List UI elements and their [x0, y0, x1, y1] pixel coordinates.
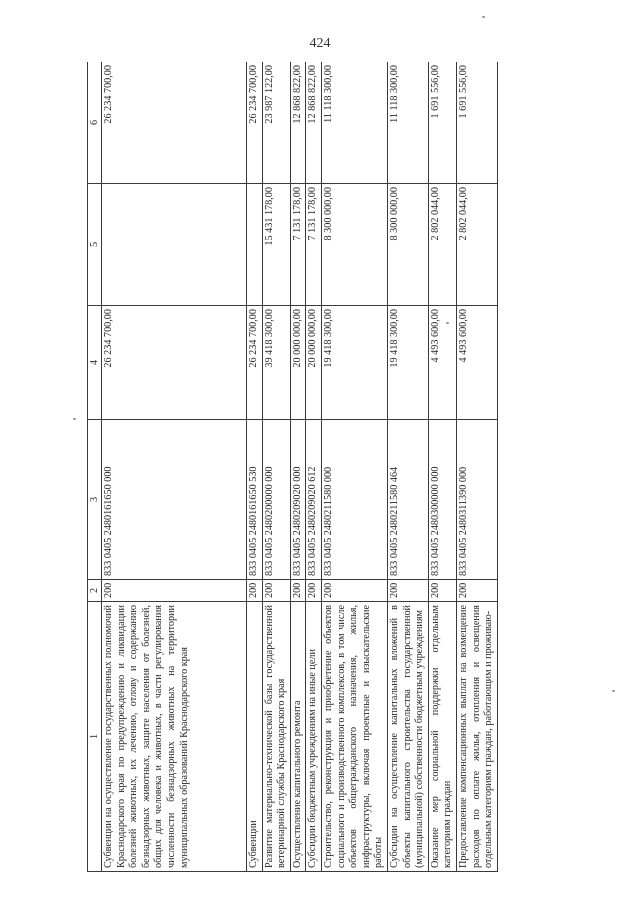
row-name: Субвенции [247, 602, 263, 872]
row-col4: 19 418 300,00 [321, 306, 387, 420]
row-code: 833 0405 2480200000 000 [262, 420, 290, 580]
header-col-6: 6 [88, 62, 102, 184]
table-header-row [88, 62, 102, 872]
row-name: Оказание мер социальной поддержки отдельным категориям граждан [428, 602, 456, 872]
table-row [102, 62, 247, 872]
row-grbs: 200 [321, 580, 387, 602]
row-code: 833 0405 2480209020 612 [306, 420, 322, 580]
header-col-2: 2 [88, 580, 102, 602]
table-row [262, 62, 290, 872]
row-col6: 1 691 556,00 [456, 62, 497, 184]
row-grbs: 200 [428, 580, 456, 602]
row-col6: 26 234 700,00 [247, 62, 263, 184]
row-col4: 4 493 600,00 [456, 306, 497, 420]
header-col-4: 4 [88, 306, 102, 420]
row-col5: 7 131 178,00 [290, 184, 306, 306]
row-grbs: 200 [102, 580, 247, 602]
row-col5: 2 802 044,00 [456, 184, 497, 306]
row-code: 833 0405 2480209020 000 [290, 420, 306, 580]
row-col4: 20 000 000,00 [306, 306, 322, 420]
row-col6: 23 987 122,00 [262, 62, 290, 184]
scan-speck [73, 418, 76, 420]
row-code: 833 0405 2480311390 000 [456, 420, 497, 580]
row-grbs: 200 [262, 580, 290, 602]
row-name: Строительство, реконструкция и приобретение объектов социального и производственного комплексов, в том числе объектов общегражданского назначения, жилья, инфраструктуры, включая проектные и изыскательские работы [321, 602, 387, 872]
table-row [456, 62, 497, 872]
rotated-table-container [87, 62, 604, 872]
row-code: 833 0405 2480211580 464 [387, 420, 428, 580]
row-col4: 26 234 700,00 [247, 306, 263, 420]
row-col6: 1 691 556,00 [428, 62, 456, 184]
row-col6: 11 118 300,00 [321, 62, 387, 184]
row-grbs: 200 [247, 580, 263, 602]
row-col5 [102, 184, 247, 306]
row-code: 833 0405 2480300000 000 [428, 420, 456, 580]
row-grbs: 200 [456, 580, 497, 602]
rotated-table-area [87, 62, 604, 872]
row-col4: 4 493 600,00 [428, 306, 456, 420]
row-col5: 8 300 000,00 [321, 184, 387, 306]
row-grbs: 200 [290, 580, 306, 602]
row-col4: 26 234 700,00 [102, 306, 247, 420]
header-col-3: 3 [88, 420, 102, 580]
row-col5: 8 300 000,00 [387, 184, 428, 306]
table-row [321, 62, 387, 872]
row-col6: 12 868 822,00 [290, 62, 306, 184]
row-col4: 39 418 300,00 [262, 306, 290, 420]
row-name: Осуществление капитального ремонта [290, 602, 306, 872]
table-row [306, 62, 322, 872]
header-col-5: 5 [88, 184, 102, 306]
budget-table [87, 62, 498, 872]
row-col6: 11 118 300,00 [387, 62, 428, 184]
row-code: 833 0405 2480161650 530 [247, 420, 263, 580]
row-col5: 7 131 178,00 [306, 184, 322, 306]
scan-speck [612, 690, 615, 692]
row-name: Предоставление компенсационных выплат на возмещение расходов по оплате жилья, отопления и освещения отдельным категориям граждан, работающим и проживаю- [456, 602, 497, 872]
row-col6: 12 868 822,00 [306, 62, 322, 184]
table-row [387, 62, 428, 872]
scan-speck [446, 322, 449, 324]
row-col4: 19 418 300,00 [387, 306, 428, 420]
table-row [428, 62, 456, 872]
row-col5 [247, 184, 263, 306]
header-col-1: 1 [88, 602, 102, 872]
row-name: Развитие материально-технической базы государственной ветеринарной службы Краснодарского края [262, 602, 290, 872]
row-col6: 26 234 700,00 [102, 62, 247, 184]
row-grbs: 200 [306, 580, 322, 602]
row-grbs: 200 [387, 580, 428, 602]
row-code: 833 0405 2480211580 000 [321, 420, 387, 580]
row-name: Субсидии бюджетным учреждениям на иные цели [306, 602, 322, 872]
row-col5: 2 802 044,00 [428, 184, 456, 306]
row-col5: 15 431 178,00 [262, 184, 290, 306]
row-name: Субсидии на осуществление капитальных вложений в объекты капитального строительства государственной (муниципальной) собственности бюджетным учреждениям [387, 602, 428, 872]
table-row [290, 62, 306, 872]
row-name: Субвенции на осуществление государственных полномочий Краснодарского края по предупреждению и ликвидации болезней животных, их лечению, отлову и содержанию безнадзорных животных, защите населения от болезней, общих для человека и животных, в части регулирования численности безнадзорных животных на территории муниципальных образований Краснодарского края [102, 602, 247, 872]
row-col4: 20 000 000,00 [290, 306, 306, 420]
table-row [247, 62, 263, 872]
page-number: 424 [309, 36, 331, 51]
scan-speck [482, 16, 485, 18]
row-code: 833 0405 2480161650 000 [102, 420, 247, 580]
